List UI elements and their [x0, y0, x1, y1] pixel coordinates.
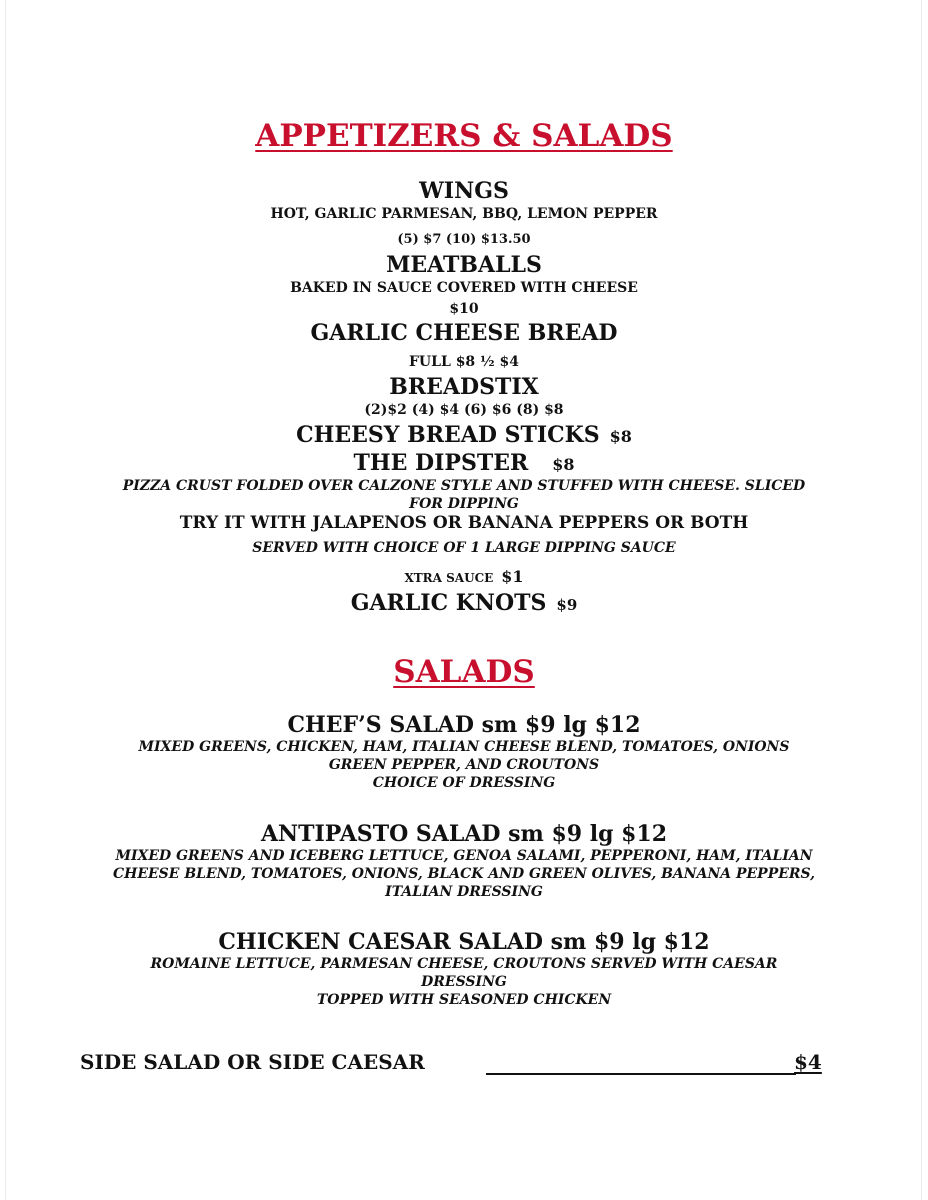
chicken-caesar-title: CHICKEN CAESAR SALAD sm $9 lg $12 — [218, 929, 710, 955]
chicken-caesar-line1: ROMAINE LETTUCE, PARMESAN CHEESE, CROUTONS SERVED WITH CAESAR — [150, 956, 778, 972]
breadstix-name: BREADSTIX — [389, 374, 539, 400]
cheesy-bread-sticks-name: CHEESY BREAD STICKS — [296, 422, 600, 448]
wings-name: WINGS — [419, 178, 509, 204]
xtra-sauce-row — [0, 567, 928, 586]
garlic-knots-name: GARLIC KNOTS — [350, 590, 547, 616]
dipster-served: SERVED WITH CHOICE OF 1 LARGE DIPPING SAUCE — [252, 540, 676, 556]
meatballs-price: $10 — [449, 301, 479, 317]
breadstix-price: (2)$2 (4) $4 (6) $6 (8) $8 — [364, 402, 564, 418]
salads-heading: SALADS — [393, 654, 535, 690]
antipasto-salad-line1: MIXED GREENS AND ICEBERG LETTUCE, GENOA SALAMI, PEPPERONI, HAM, ITALIAN — [115, 848, 813, 864]
garlic-knots-price: $9 — [556, 596, 578, 614]
side-salad-label: SIDE SALAD OR SIDE CAESAR — [80, 1050, 425, 1074]
garlic-cheese-bread-name: GARLIC CHEESE BREAD — [310, 320, 618, 346]
dipster-price: $8 — [552, 455, 575, 474]
wings-price: (5) $7 (10) $13.50 — [397, 232, 531, 247]
side-salad-price: $4 — [794, 1050, 822, 1074]
antipasto-salad-title: ANTIPASTO SALAD sm $9 lg $12 — [260, 821, 668, 847]
garlic-cheese-bread-price: FULL $8 ½ $4 — [408, 354, 520, 370]
leader-line — [486, 1073, 796, 1075]
chef-salad-line1: MIXED GREENS, CHICKEN, HAM, ITALIAN CHEESE BLEND, TOMATOES, ONIONS — [138, 739, 790, 755]
chef-salad-line3: CHOICE OF DRESSING — [372, 775, 556, 791]
dipster-row — [0, 450, 928, 476]
antipasto-salad-line3: ITALIAN DRESSING — [385, 884, 543, 900]
wings-flavors: HOT, GARLIC PARMESAN, BBQ, LEMON PEPPER — [270, 206, 658, 222]
dipster-desc-line1: PIZZA CRUST FOLDED OVER CALZONE STYLE AND STUFFED WITH CHEESE. SLICED — [122, 478, 806, 494]
dipster-desc-line2: FOR DIPPING — [409, 496, 519, 512]
cheesy-bread-sticks-row — [0, 422, 928, 448]
chicken-caesar-line2: DRESSING — [421, 974, 507, 990]
chicken-caesar-line3: TOPPED WITH SEASONED CHICKEN — [316, 992, 612, 1008]
chef-salad-title: CHEF’S SALAD sm $9 lg $12 — [287, 712, 641, 738]
garlic-knots-row — [0, 590, 928, 616]
meatballs-name: MEATBALLS — [386, 252, 542, 278]
meatballs-desc: BAKED IN SAUCE COVERED WITH CHEESE — [290, 280, 638, 296]
xtra-sauce-price: $1 — [501, 567, 524, 586]
dipster-name: THE DIPSTER — [353, 450, 529, 476]
chef-salad-line2: GREEN PEPPER, AND CROUTONS — [328, 757, 600, 773]
xtra-sauce-label: XTRA SAUCE — [404, 571, 494, 585]
cheesy-bread-sticks-price: $8 — [609, 427, 632, 446]
appetizers-heading: APPETIZERS & SALADS — [255, 118, 673, 154]
dipster-try-it: TRY IT WITH JALAPENOS OR BANANA PEPPERS OR BOTH — [179, 513, 749, 533]
antipasto-salad-line2: CHEESE BLEND, TOMATOES, ONIONS, BLACK AND GREEN OLIVES, BANANA PEPPERS, — [112, 866, 816, 882]
